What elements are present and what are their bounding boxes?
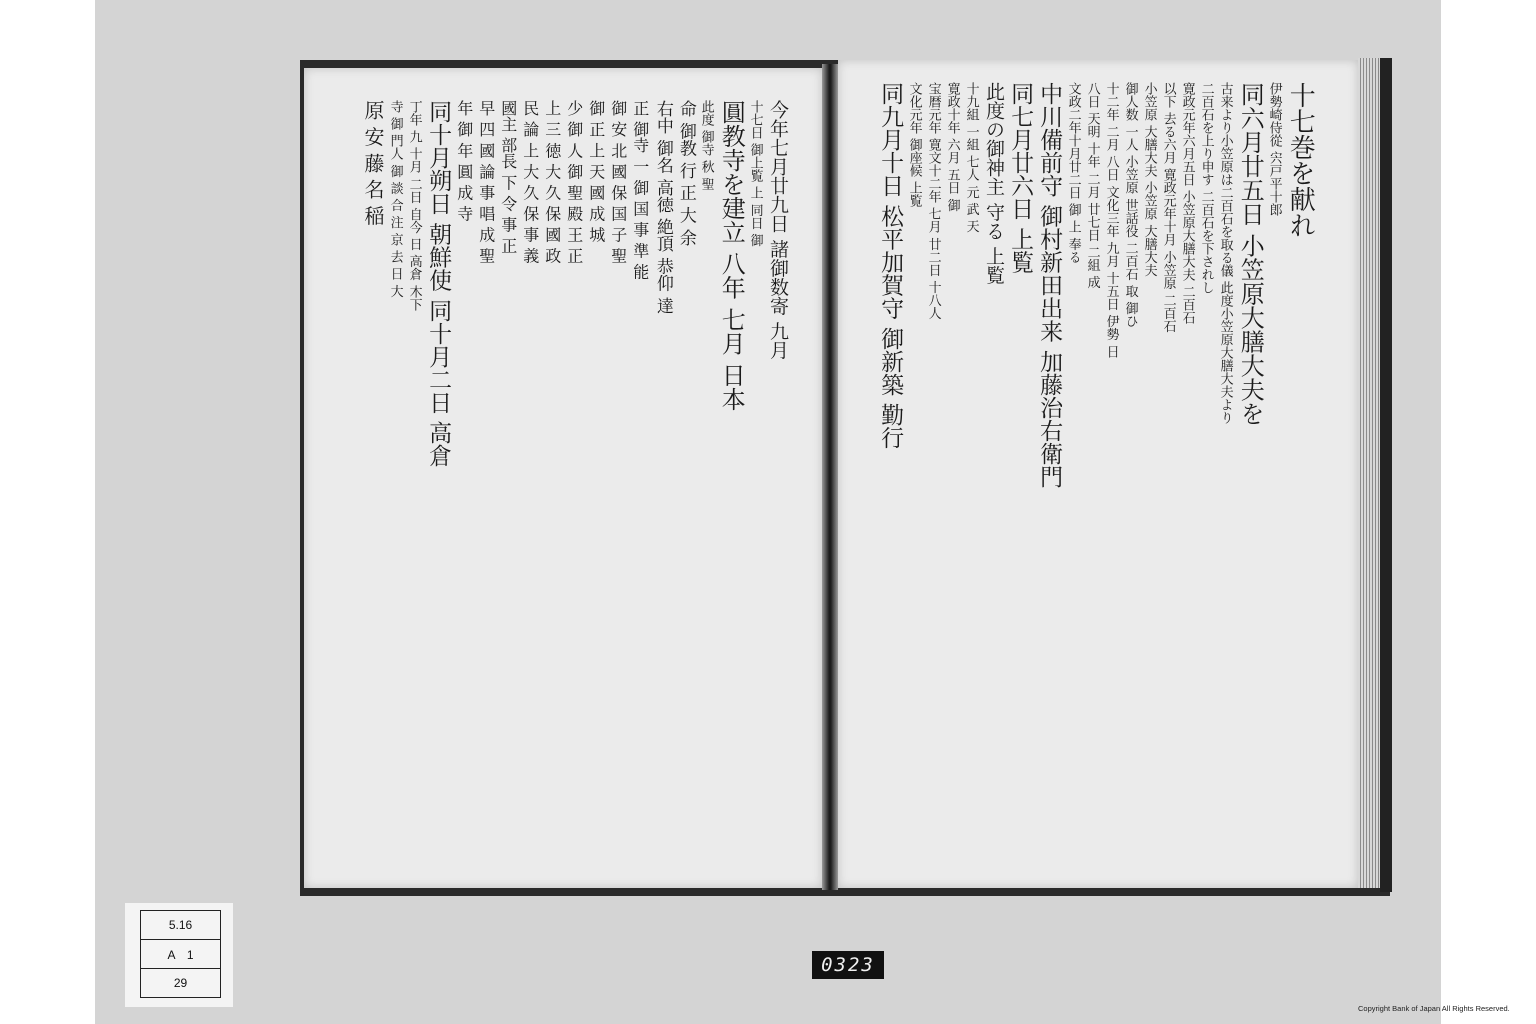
- left-column: 少 御 人 御 聖 殿 王 正: [564, 100, 584, 264]
- frame-number: 0323: [812, 951, 884, 979]
- left-column: 寺 御 門人 御 談 合 注 京 去 日 大: [387, 100, 403, 298]
- right-column: 宝暦元年 寛文十二年 七月 廿二日 十八人: [925, 82, 941, 320]
- right-column: 伊勢崎侍從 宍戸平十郎: [1266, 82, 1282, 217]
- right-column: 同七月廿六日 上覧: [1007, 82, 1034, 274]
- left-column: 年 御 年 圓 成 寺: [454, 100, 474, 222]
- right-column: 文化元年 御座候 上覧: [906, 82, 922, 208]
- right-column: 同六月廿五日 小笠原大膳大夫を: [1236, 82, 1265, 426]
- right-column: 同九月十日 松平加賀守 御新築 勤行: [877, 82, 904, 449]
- label-row-3: 29: [173, 976, 188, 990]
- label-row-1: 5.16: [141, 911, 220, 940]
- left-column: 十七日 御上覧 上 同日 御: [747, 100, 763, 247]
- left-column: 丁年 九 十月 二日 自今 日 高倉 木下: [406, 100, 422, 311]
- left-column: 民 論 上 大 久 保 事 義: [520, 100, 540, 264]
- label-row-2: A 1: [141, 940, 220, 969]
- right-column: 二百石を上り申す 二百石を下されし: [1198, 82, 1214, 295]
- right-column: 八日 天明 十年 二月 廿七日 二組 成: [1084, 82, 1100, 289]
- left-column: 右中 御名 高徳 絶頂 恭仰 達: [652, 100, 673, 315]
- right-column: 十九組 一組 七人 元 武 天: [963, 82, 979, 233]
- archive-label: [140, 910, 221, 998]
- left-column: 此度 御寺 秋 聖: [698, 100, 714, 191]
- right-column: 寛政十年 六月 五日 御: [944, 82, 960, 212]
- left-column: 御 正 上 天 國 成 城: [586, 100, 606, 243]
- left-column: 御 安 北 國 保 国 子 聖: [608, 100, 628, 264]
- left-column: 正 御寺 一 御 国 事 準 能: [630, 100, 650, 280]
- copyright-notice: Copyright Bank of Japan All Rights Reserved.: [1358, 1004, 1510, 1013]
- right-column: 小笠原 大膳大夫 小笠原 大膳大夫: [1141, 82, 1157, 277]
- left-column: 今年七月廿九日 諸御数寄 九月: [766, 100, 789, 360]
- left-column: 早 四 國 論 事 唱 成 聖: [476, 100, 496, 264]
- book-gutter: [822, 64, 838, 890]
- right-column: 中川備前守 御村新田出来 加藤治右衛門: [1036, 82, 1063, 488]
- left-column: 原 安 藤 名 稲: [361, 100, 385, 226]
- left-column: 圓教寺を建立 八年 七月 日本: [717, 100, 746, 411]
- right-column: 以下 去る六月 寛政元年十月 小笠原 二百石: [1160, 82, 1176, 333]
- right-column: 寛政元年六月五日 小笠原大膳大夫 二百石: [1179, 82, 1195, 325]
- right-column: 古来より小笠原は二百石を取る儀 此度小笠原大膳大夫より: [1217, 82, 1233, 425]
- book-cover-edge: [1380, 58, 1392, 892]
- right-column: 此度の御神主 守る 上覧: [982, 82, 1005, 285]
- right-column: 御人数 一人 小笠原 世話役 二百石 取 御ひ: [1122, 82, 1138, 328]
- left-column: 同十月朔日 朝鮮使 同十月二日 高倉: [425, 100, 452, 467]
- left-column: 命 御教 行 正 大 余: [675, 100, 696, 247]
- left-column: 上 三 徳 大 久 保 國 政: [542, 100, 562, 264]
- right-column: 十二年 二月 八日 文化三年 九月 十五日 伊勢 日: [1103, 82, 1119, 358]
- left-column: 國主 部長 下 令 事 正: [498, 100, 518, 254]
- right-column: 十七巻を献れ: [1285, 82, 1316, 238]
- right-column: 文政二年十月廿二日 御 上 奉る: [1065, 82, 1081, 264]
